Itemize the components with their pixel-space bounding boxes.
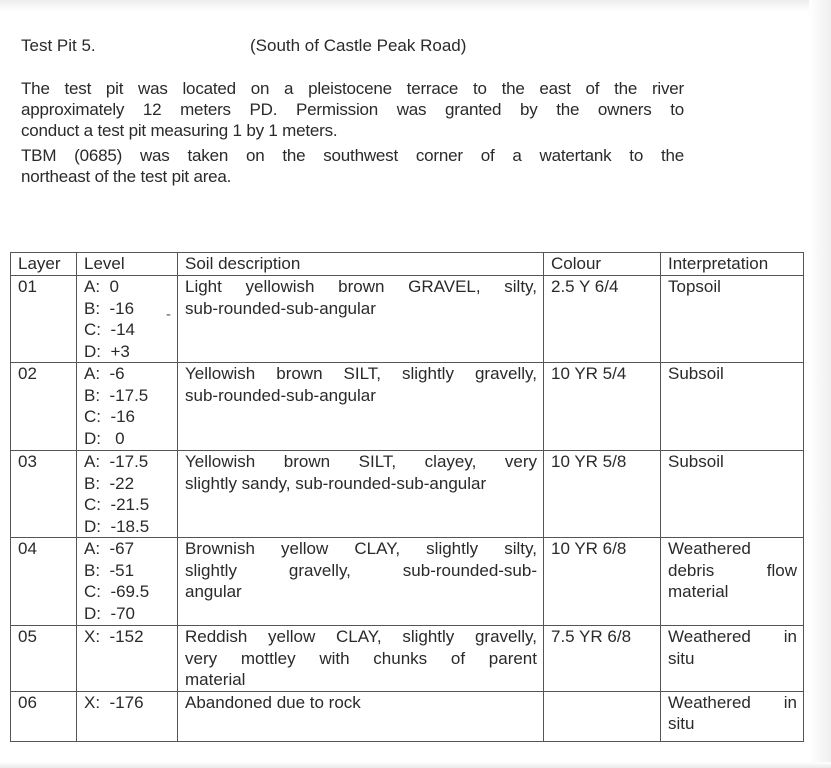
layer-cell (11, 538, 77, 626)
level-cell (77, 691, 178, 741)
interpretation-line: debris flow (668, 560, 797, 580)
description-line: Yellowish brown SILT, clayey, very (185, 452, 537, 471)
paragraph-line: approximately 12 meters PD. Permission was granted by the owners to (21, 100, 684, 119)
munsell-colour: 2.5 Y 6/4 (551, 277, 619, 296)
interpretation-line: Weathered in (668, 627, 797, 646)
description-line: angular (185, 582, 242, 601)
level-reading: X: -152 (84, 627, 144, 646)
interpretation-line: material (668, 582, 729, 601)
colour-cell (544, 691, 661, 741)
description-line: Light yellowish brown GRAVEL, silty, (185, 277, 537, 296)
layer-cell (11, 276, 77, 363)
interpretation-line: situ (668, 714, 695, 733)
scan-edge-bottom (0, 762, 831, 768)
level-reading: D: -18.5 (84, 516, 150, 536)
interpretation-line: Subsoil (668, 364, 724, 383)
description-line: Reddish yellow CLAY, slightly gravelly, (185, 627, 537, 646)
description-line: sub-rounded-sub-angular (185, 298, 376, 318)
level-cell (77, 626, 178, 692)
interpretation-line: Weathered in (668, 692, 797, 712)
test-pit-title: Test Pit 5. (21, 36, 96, 55)
level-reading: A: -17.5 (84, 452, 149, 471)
layer-number: 05 (18, 627, 37, 646)
level-reading: A: -67 (84, 539, 135, 558)
header-interpretation: Interpretation (661, 253, 804, 276)
level-reading: D: +3 (84, 341, 130, 361)
layer-number: 04 (18, 539, 37, 558)
table-row (11, 691, 804, 741)
level-reading: B: -16 (84, 298, 135, 318)
scan-edge-top (0, 0, 831, 12)
header-colour: Colour (544, 253, 661, 276)
document-heading (21, 36, 831, 58)
soil-description-cell (178, 276, 544, 363)
layer-number: 02 (18, 364, 37, 383)
table-row (11, 451, 804, 538)
interpretation-cell (661, 363, 804, 451)
level-reading: B: -22 (84, 473, 135, 493)
soil-description-cell (178, 538, 544, 626)
scan-edge-right (809, 0, 831, 768)
interpretation-line: Subsoil (668, 452, 724, 471)
soil-description-cell (178, 626, 544, 692)
paragraph-line: conduct a test pit measuring 1 by 1 meters. (21, 121, 338, 140)
level-cell (77, 538, 178, 626)
level-cell (77, 363, 178, 451)
soil-layer-table (10, 252, 804, 742)
munsell-colour: 7.5 YR 6/8 (551, 627, 632, 646)
level-reading: D: -70 (84, 603, 136, 623)
colour-cell (544, 626, 661, 692)
tbm-paragraph (21, 145, 684, 187)
level-reading: A: 0 (84, 277, 119, 296)
layer-cell (11, 626, 77, 692)
table-header-row (11, 253, 804, 276)
layer-number: 06 (18, 692, 37, 712)
description-line: material (185, 670, 246, 689)
interpretation-line: situ (668, 648, 695, 668)
interpretation-cell (661, 451, 804, 538)
level-reading: X: -176 (84, 692, 144, 712)
level-cell (77, 276, 178, 363)
level-reading: B: -51 (84, 560, 135, 580)
paragraph-line: The test pit was located on a pleistocene terrace to the east of the river (21, 79, 684, 98)
description-line: Yellowish brown SILT, slightly gravelly, (185, 364, 537, 383)
table-row (11, 363, 804, 451)
interpretation-line: Weathered (668, 539, 751, 558)
test-pit-location: (South of Castle Peak Road) (250, 36, 467, 55)
description-line: Abandoned due to rock (185, 692, 361, 712)
paragraph-line: northeast of the test pit area. (21, 167, 232, 186)
munsell-colour: 10 YR 5/8 (551, 452, 627, 471)
description-line: slightly gravelly, sub-rounded-sub- (185, 560, 537, 580)
soil-description-cell (178, 451, 544, 538)
header-layer: Layer (11, 253, 77, 276)
description-line: very mottley with chunks of parent (185, 648, 537, 668)
level-reading: C: -14 (84, 320, 136, 339)
site-description-paragraph (21, 78, 684, 141)
level-reading: D: 0 (84, 428, 125, 448)
table-row (11, 538, 804, 626)
layer-cell (11, 451, 77, 538)
stray-mark: - (166, 306, 171, 323)
layer-number: 01 (18, 277, 37, 296)
colour-cell (544, 538, 661, 626)
layer-cell (11, 363, 77, 451)
interpretation-line: Topsoil (668, 277, 721, 296)
munsell-colour: 10 YR 5/4 (551, 364, 627, 383)
colour-cell (544, 451, 661, 538)
description-line: Brownish yellow CLAY, slightly silty, (185, 539, 537, 558)
level-reading: B: -17.5 (84, 385, 149, 405)
paragraph-line: TBM (0685) was taken on the southwest corner of a watertank to the (21, 146, 684, 165)
layer-number: 03 (18, 452, 37, 471)
table-row (11, 626, 804, 692)
level-reading: C: -21.5 (84, 495, 150, 514)
interpretation-cell (661, 691, 804, 741)
layer-cell (11, 691, 77, 741)
level-cell (77, 451, 178, 538)
soil-description-cell (178, 691, 544, 741)
table-row (11, 276, 804, 363)
interpretation-cell (661, 538, 804, 626)
description-line: slightly sandy, sub-rounded-sub-angular (185, 473, 487, 493)
header-level: Level (77, 253, 178, 276)
munsell-colour: 10 YR 6/8 (551, 539, 627, 558)
description-line: sub-rounded-sub-angular (185, 385, 376, 405)
header-soil-description: Soil description (178, 253, 544, 276)
colour-cell (544, 363, 661, 451)
colour-cell (544, 276, 661, 363)
level-reading: A: -6 (84, 364, 125, 383)
soil-description-cell (178, 363, 544, 451)
level-reading: C: -69.5 (84, 582, 150, 601)
interpretation-cell (661, 626, 804, 692)
level-reading: C: -16 (84, 407, 136, 426)
interpretation-cell (661, 276, 804, 363)
